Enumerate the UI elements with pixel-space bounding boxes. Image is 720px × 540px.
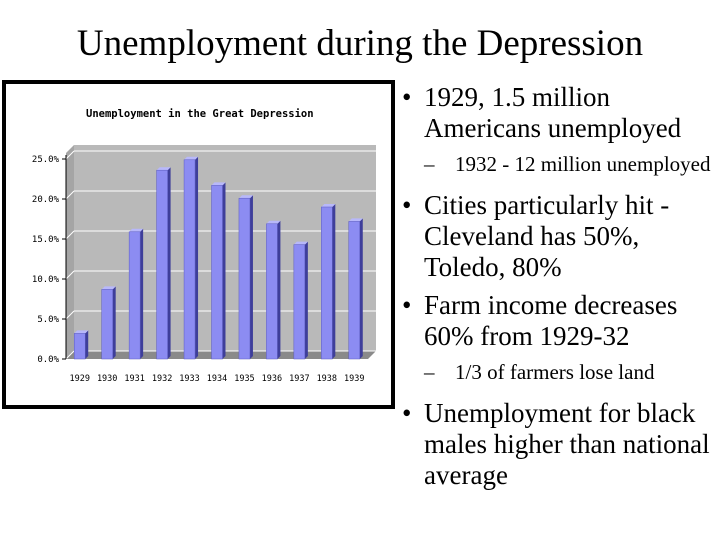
bar-side <box>250 195 253 359</box>
bar <box>239 198 250 359</box>
x-tick-label: 1935 <box>234 374 255 384</box>
sub-bullet-mark: – <box>424 152 435 176</box>
chart-side-wall <box>66 145 74 359</box>
bullet-text: 1929, 1.5 million Americans unemployed <box>424 82 682 143</box>
x-tick-label: 1929 <box>69 374 90 384</box>
bullet-text: Unemployment for black males higher than national average <box>424 398 710 490</box>
bar <box>212 185 223 359</box>
bar-side <box>223 182 226 359</box>
bar-side <box>113 286 116 359</box>
bullet-item <box>400 290 715 384</box>
bullet-mark: • <box>402 290 412 320</box>
chart-title: Unemployment in the Great Depression <box>86 108 314 120</box>
y-tick-label: 15.0% <box>31 235 59 245</box>
x-tick-label: 1938 <box>316 374 338 384</box>
bar-side <box>195 157 198 359</box>
y-tick-label: 25.0% <box>31 155 59 165</box>
x-tick-label: 1937 <box>289 374 310 384</box>
bar <box>184 160 195 359</box>
bar <box>74 333 85 359</box>
y-tick-label: 20.0% <box>31 195 59 205</box>
x-tick-label: 1939 <box>344 374 365 384</box>
bullet-mark: • <box>402 398 412 428</box>
bar <box>102 289 113 359</box>
bar-side <box>85 330 88 359</box>
bullet-item <box>400 398 715 491</box>
bar-side <box>277 221 280 359</box>
x-tick-label: 1933 <box>179 374 200 384</box>
bar-side <box>360 218 363 359</box>
bullet-mark: • <box>402 82 412 112</box>
bullet-item <box>400 82 715 176</box>
sub-bullet-list <box>424 360 715 384</box>
sub-bullet-item <box>424 360 715 384</box>
bar-side <box>305 242 308 359</box>
x-tick-label: 1930 <box>96 374 118 384</box>
x-tick-label: 1931 <box>124 374 145 384</box>
sub-bullet-item <box>424 152 715 176</box>
sub-bullet-list <box>424 152 715 176</box>
x-tick-label: 1932 <box>151 374 173 384</box>
bullet-text: Cities particularly hit - Cleveland has 50%, Toledo, 80% <box>424 190 670 282</box>
y-tick-label: 5.0% <box>37 315 59 325</box>
bullet-list <box>400 82 715 498</box>
bar <box>349 221 360 359</box>
y-tick-label: 0.0% <box>37 355 59 365</box>
bar-side <box>332 204 335 359</box>
bar-side <box>168 167 171 359</box>
sub-bullet-text: 1/3 of farmers lose land <box>455 360 655 384</box>
bullet-text: Farm income decreases 60% from 1929-32 <box>424 290 678 351</box>
bar-side <box>140 229 143 359</box>
sub-bullet-text: 1932 - 12 million unemployed <box>455 152 711 176</box>
unemployment-bar-chart <box>6 84 391 405</box>
x-tick-label: 1934 <box>206 374 228 384</box>
bar <box>294 245 305 359</box>
sub-bullet-mark: – <box>424 360 435 384</box>
bullet-item <box>400 190 715 283</box>
bar <box>157 170 168 359</box>
chart-frame <box>2 80 395 409</box>
bullet-mark: • <box>402 190 412 220</box>
bar <box>266 224 277 359</box>
y-tick-label: 10.0% <box>31 275 59 285</box>
x-tick-label: 1936 <box>261 374 283 384</box>
slide-title: Unemployment during the Depression <box>76 23 644 64</box>
bar <box>129 232 140 359</box>
bar <box>321 207 332 359</box>
